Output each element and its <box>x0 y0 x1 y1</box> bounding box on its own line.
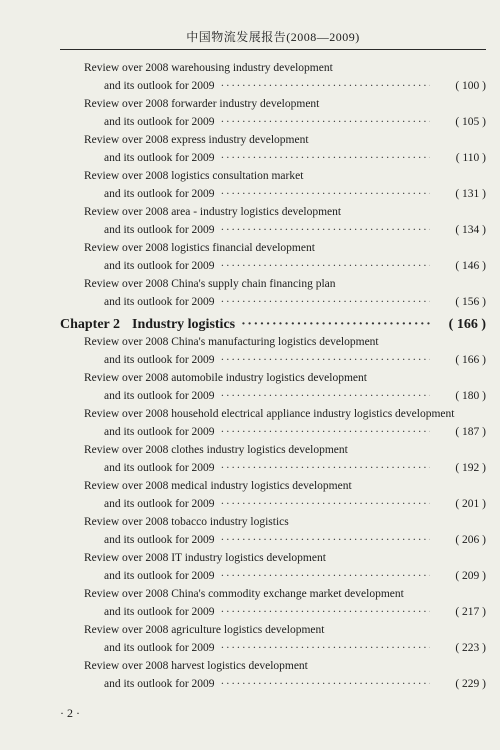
toc-entry-line <box>60 260 486 278</box>
toc-entry-title: Review over 2008 medical industry logistics development <box>84 480 352 492</box>
leader-dots <box>221 296 430 308</box>
toc-entry-continuation: and its outlook for 2009 <box>104 462 215 474</box>
leader-dots <box>221 80 430 92</box>
chapter-title: Industry logistics <box>132 317 236 332</box>
toc-entry-page-number: ( 134 ) <box>455 224 486 236</box>
toc-entry-page-number: ( 131 ) <box>455 188 486 200</box>
page-number-footer: · 2 · <box>60 706 80 720</box>
toc-chapter-heading <box>60 314 486 336</box>
toc-entry-title: Review over 2008 logistics consultation market <box>84 170 304 182</box>
toc-entry-continuation: and its outlook for 2009 <box>104 116 215 128</box>
toc-entry-continuation: and its outlook for 2009 <box>104 426 215 438</box>
leader-dots <box>221 426 430 438</box>
toc-entry-continuation: and its outlook for 2009 <box>104 390 215 402</box>
toc-entry-line <box>60 354 486 372</box>
toc-entry-title: Review over 2008 IT industry logistics development <box>84 552 326 564</box>
toc-entry-title: Review over 2008 warehousing industry development <box>84 62 333 74</box>
toc-entry-title: Review over 2008 area - industry logistics development <box>84 206 342 218</box>
toc-entry-line <box>60 570 486 588</box>
toc-entry-line <box>60 188 486 206</box>
leader-dots <box>221 116 430 128</box>
toc-entry-continuation: and its outlook for 2009 <box>104 570 215 582</box>
leader-dots <box>221 224 430 236</box>
toc-entry-line <box>60 152 486 170</box>
toc-entry-line <box>60 642 486 660</box>
toc-entry-title: Review over 2008 China's manufacturing logistics development <box>84 336 379 348</box>
toc-entry-continuation: and its outlook for 2009 <box>104 642 215 654</box>
toc-entry-page-number: ( 201 ) <box>455 498 486 510</box>
toc-entry-line <box>60 80 486 98</box>
toc-entry-page-number: ( 209 ) <box>455 570 486 582</box>
toc-entry-continuation: and its outlook for 2009 <box>104 498 215 510</box>
running-header: 中国物流发展报告(2008—2009) <box>186 30 360 44</box>
toc-entry-continuation: and its outlook for 2009 <box>104 260 215 272</box>
toc-entry-page-number: ( 110 ) <box>455 152 486 164</box>
toc-entry-page-number: ( 156 ) <box>455 296 486 308</box>
chapter-label: Chapter 2 <box>60 317 121 332</box>
leader-dots <box>221 534 430 546</box>
toc-entry-title: Review over 2008 automobile industry logistics development <box>84 372 367 384</box>
toc-entry-line <box>60 296 486 314</box>
leader-dots <box>221 188 430 200</box>
toc-entry-line <box>60 498 486 516</box>
toc-entry-continuation: and its outlook for 2009 <box>104 80 215 92</box>
leader-dots <box>221 260 430 272</box>
leader-dots <box>221 152 430 164</box>
toc-entry-title: Review over 2008 forwarder industry development <box>84 98 320 110</box>
toc-entry-continuation: and its outlook for 2009 <box>104 534 215 546</box>
leader-dots <box>221 498 430 510</box>
leader-dots <box>221 606 430 618</box>
toc-entry-page-number: ( 192 ) <box>455 462 486 474</box>
toc-entry-line <box>60 534 486 552</box>
chapter-page-number: ( 166 ) <box>448 317 486 332</box>
toc-entry-continuation: and its outlook for 2009 <box>104 296 215 308</box>
toc-entry-page-number: ( 146 ) <box>455 260 486 272</box>
leader-dots <box>221 642 430 654</box>
toc-entry-title: Review over 2008 agriculture logistics development <box>84 624 325 636</box>
table-of-contents <box>60 62 486 696</box>
toc-entry-title: Review over 2008 harvest logistics development <box>84 660 308 672</box>
toc-entry-continuation: and its outlook for 2009 <box>104 224 215 236</box>
toc-entry-continuation: and its outlook for 2009 <box>104 354 215 366</box>
leader-dots <box>241 317 430 333</box>
leader-dots <box>221 462 430 474</box>
toc-entry-line <box>60 462 486 480</box>
toc-entry-title: Review over 2008 China's commodity exchange market development <box>84 588 404 600</box>
toc-entry-line <box>60 116 486 134</box>
leader-dots <box>221 390 430 402</box>
toc-entry-line <box>60 224 486 242</box>
toc-entry-page-number: ( 166 ) <box>455 354 486 366</box>
toc-entry-continuation: and its outlook for 2009 <box>104 152 215 164</box>
header-rule <box>60 49 486 50</box>
toc-entry-title: Review over 2008 tobacco industry logistics <box>84 516 289 528</box>
toc-entry-page-number: ( 105 ) <box>455 116 486 128</box>
toc-entry-page-number: ( 229 ) <box>455 678 486 690</box>
toc-entry-page-number: ( 187 ) <box>455 426 486 438</box>
toc-entry-line <box>60 606 486 624</box>
toc-entry-continuation: and its outlook for 2009 <box>104 606 215 618</box>
toc-entry-page-number: ( 100 ) <box>455 80 486 92</box>
toc-entry-continuation: and its outlook for 2009 <box>104 678 215 690</box>
toc-entry-page-number: ( 206 ) <box>455 534 486 546</box>
toc-entry-line <box>60 390 486 408</box>
toc-entry-line <box>60 426 486 444</box>
toc-entry-page-number: ( 180 ) <box>455 390 486 402</box>
toc-entry-page-number: ( 223 ) <box>455 642 486 654</box>
leader-dots <box>221 354 430 366</box>
toc-entry-continuation: and its outlook for 2009 <box>104 188 215 200</box>
toc-entry-title: Review over 2008 clothes industry logistics development <box>84 444 348 456</box>
toc-entry-title: Review over 2008 household electrical appliance industry logistics development <box>84 408 455 420</box>
toc-entry-line <box>60 678 486 696</box>
leader-dots <box>221 678 430 690</box>
toc-entry-title: Review over 2008 express industry development <box>84 134 309 146</box>
toc-entry-title: Review over 2008 logistics financial development <box>84 242 315 254</box>
leader-dots <box>221 570 430 582</box>
toc-entry-title: Review over 2008 China's supply chain financing plan <box>84 278 336 290</box>
toc-entry-page-number: ( 217 ) <box>455 606 486 618</box>
